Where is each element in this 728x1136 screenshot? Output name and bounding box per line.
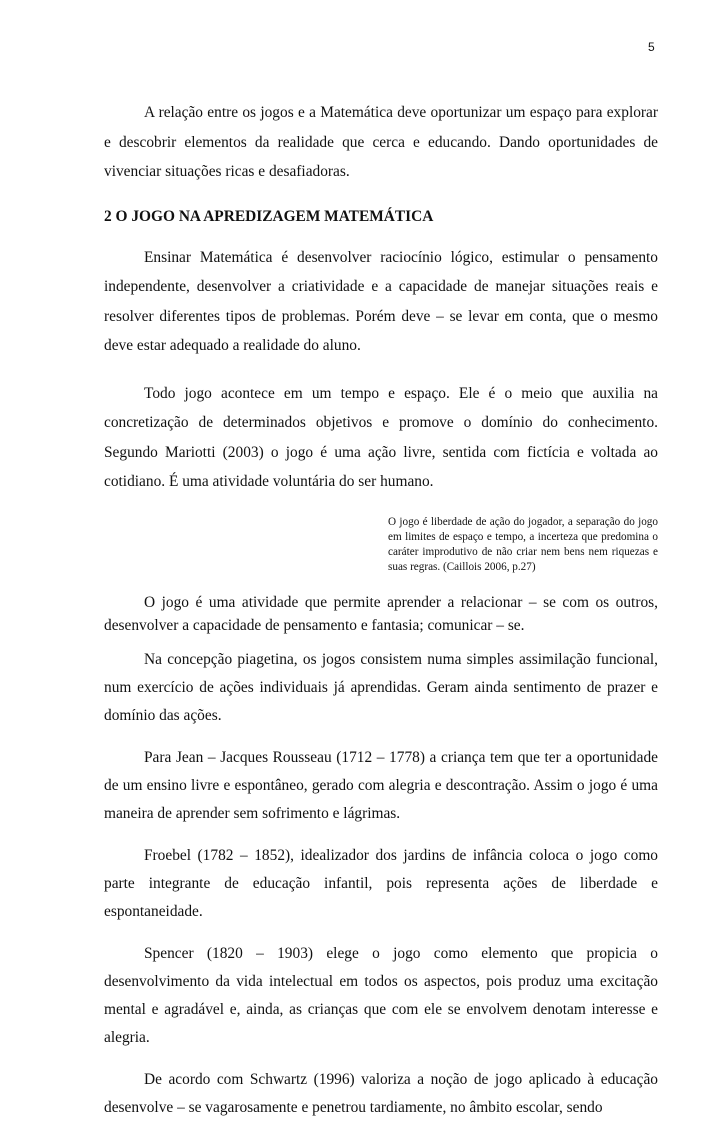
- paragraph-ensinar-matematica: Ensinar Matemática é desenvolver raciocínio lógico, estimular o pensamento independente, desenvolver a criatividade e a capacidade de manejar situações reais e resolver diferentes tipos de problemas. Porém deve – se levar em conta, que o mesmo deve estar adequado a realidade do aluno.: [104, 248, 658, 354]
- page-content: [104, 98, 658, 1136]
- paragraph-todo-jogo: Todo jogo acontece em um tempo e espaço. Ele é o meio que auxilia na concretização de determinados objetivos e promove o domínio do conhecimento. Segundo Mariotti (2003) o jogo é uma ação livre, sentida com fictícia e voltada ao cotidiano. É uma atividade voluntária do ser humano.: [104, 384, 658, 490]
- paragraph-piagetina: Na concepção piagetina, os jogos consistem numa simples assimilação funcional, num exercício de ações individuais já aprendidas. Geram ainda sentimento de prazer e domínio das ações.: [104, 651, 658, 725]
- page-number: 5: [648, 40, 655, 54]
- paragraph-jogo-atividade: O jogo é uma atividade que permite aprender a relacionar – se com os outros, desenvolver a capacidade de pensamento e fantasia; comunicar – se.: [104, 594, 658, 635]
- paragraph-spencer: Spencer (1820 – 1903) elege o jogo como elemento que propicia o desenvolvimento da vida intelectual em todos os aspectos, pois produz uma excitação mental e agradável e, ainda, as crianças que com ele se envolvem denotam interesse e alegria.: [104, 945, 658, 1047]
- paragraph-rousseau: Para Jean – Jacques Rousseau (1712 – 1778) a criança tem que ter a oportunidade de um ensino livre e espontâneo, gerado com alegria e descontração. Assim o jogo é uma maneira de aprender sem sofrimento e lágrimas.: [104, 749, 658, 823]
- block-quote: O jogo é liberdade de ação do jogador, a separação do jogo em limites de espaço e tempo, a incerteza que predomina o caráter improdutivo de não criar nem bens nem riquezas e suas regras. (Caillois 2006, p.27): [388, 515, 658, 574]
- paragraph-intro: A relação entre os jogos e a Matemática deve oportunizar um espaço para explorar e descobrir elementos da realidade que cerca e educando. Dando oportunidades de vivenciar situações ricas e desafiadoras.: [104, 104, 658, 180]
- paragraph-froebel: Froebel (1782 – 1852), idealizador dos jardins de infância coloca o jogo como parte integrante de educação infantil, pois representa ações de liberdade e espontaneidade.: [104, 847, 658, 921]
- section-heading: 2 O JOGO NA APREDIZAGEM MATEMÁTICA: [104, 207, 434, 225]
- paragraph-schwartz: De acordo com Schwartz (1996) valoriza a noção de jogo aplicado à educação desenvolve – se vagarosamente e penetrou tardiamente, no âmbito escolar, sendo: [104, 1071, 658, 1117]
